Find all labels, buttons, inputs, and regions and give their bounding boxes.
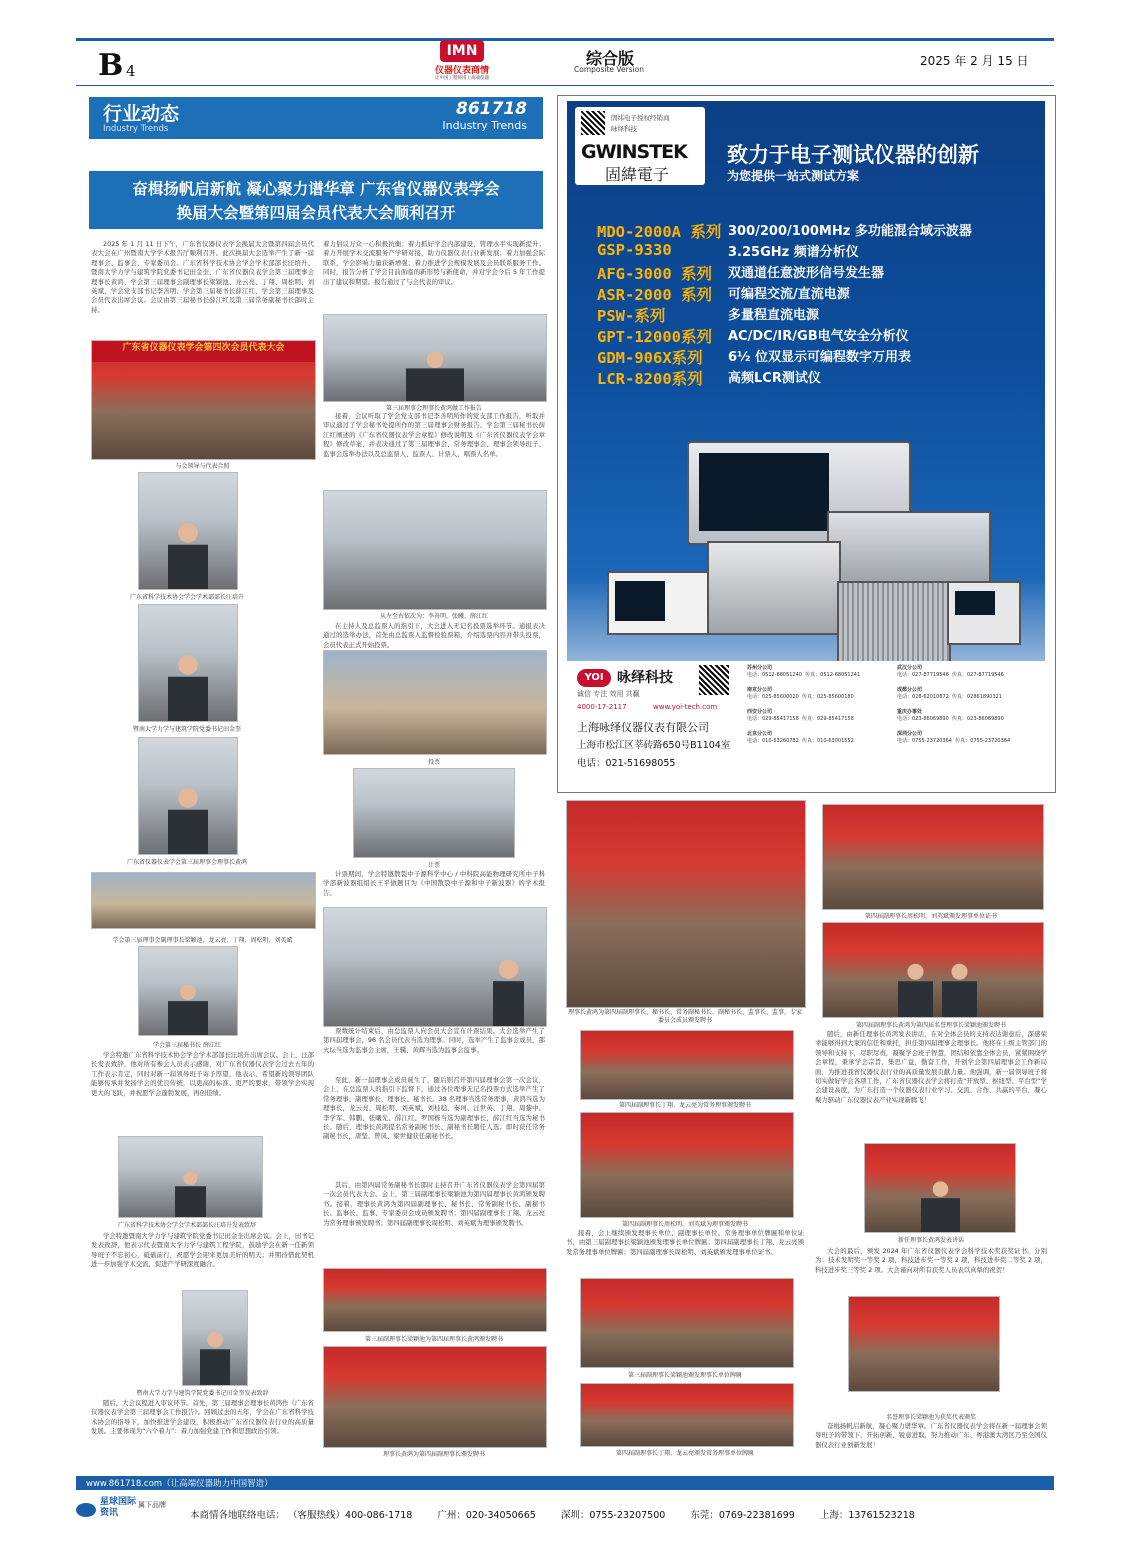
column-header-bar (89, 97, 543, 139)
caption-work-report: 第三届理事会理事长黄鸿做工作报告 (385, 405, 482, 412)
product-desc: 可编程交流/直流电源 (728, 287, 850, 302)
photo-unit-plaque (580, 1278, 794, 1368)
product-row (597, 241, 1037, 262)
branch-fax: 传真：02861890321 (952, 694, 1002, 700)
dealer-values: 诚信 专注 效用 共赢 (577, 690, 640, 698)
photo-standing-council-1 (580, 1030, 794, 1100)
photo-officer-certificates (566, 800, 806, 1008)
branch-entry (747, 731, 854, 745)
article-paragraph-3: 接着，会议听取了学会党支部书记李善明所作的党支部工作报告，听取并审议通过了学会秘书处提所作的第三届理事会财务报告、学会第三届秘书长薛江红阐述的《广东省仪器仪表学会章程》修改说明及《广东省仪器仪表学会章程》修改草案，并表决通过了第三届理事会、常务理事会、理事会领导班子、监事会选举办法以及总监票人、监票人、计票人、唱票人名单。 (323, 412, 545, 458)
branch-fax: 传真：025-85600180 (802, 694, 854, 700)
caption-officer-certificates: 理事长黄鸿为第四届副理事长、秘书长、常务副秘书长、副秘书长、监事长、监事、专家委员会成员颁发聘书 (567, 1009, 802, 1024)
branch-name: 苏州分公司 (747, 665, 773, 671)
instrument-illustration (597, 431, 1007, 681)
branch-entry (897, 687, 1002, 701)
caption-standing-unit-plaque: 第四届副理事长丁翔、龙云亮颁发常务理事单位牌匾 (615, 1450, 754, 1457)
section-subtitle: Composite Version (574, 65, 644, 74)
branch-name: 武汉分公司 (897, 665, 923, 671)
dealer-logo: YOI (577, 669, 611, 687)
photo-council-members (580, 1112, 794, 1218)
product-model: MDO-2000A 系列 (597, 223, 722, 241)
ad-panel (567, 101, 1045, 781)
branch-name: 西安分公司 (747, 709, 773, 715)
masthead-logo (420, 40, 504, 86)
photo-appointment-2 (323, 1346, 547, 1448)
dealer-company: 上海咏绎仪器仪表有限公司 (577, 721, 709, 734)
product-row (597, 346, 1037, 367)
photo-standing-unit-plaque (580, 1383, 794, 1447)
ad-slogan: 致力于电子测试仪器的创新 (727, 143, 979, 167)
caption-honorary-chair: 第四届副理事长黄鸿为第四届名誉理事长梁颖池颁发聘书 (855, 1022, 1006, 1029)
branch-fax: 传真：010-63001552 (802, 738, 854, 744)
product-model: GSP-9330 (597, 241, 672, 259)
photo-honorary-appointment (822, 804, 1044, 910)
caption-voting: 投票 (427, 759, 440, 766)
article-paragraph-14: 大会的最后，颁发 2024 年广东省仪器仪表学会科学技术奖获奖证书。分别为：技术发明奖一等奖 2 项，科技进步奖一等奖 2 项，科技进步奖二等奖 2 项，科技进步奖三等奖 2 项。大会谨向对所有获奖人员表以真挚的祝贺！ (815, 1247, 1047, 1274)
qr-note-2: 咏绎科技 (611, 125, 637, 133)
photo-vice-presidents (91, 872, 316, 929)
product-row (597, 262, 1037, 283)
branch-fax: 传真：0755-23720364 (955, 738, 1011, 744)
product-model: ASR-2000 系列 (597, 286, 712, 304)
header-rule-top (76, 38, 1054, 41)
multimeter-icon (607, 571, 711, 635)
branch-tel: 电话：010-63260782 (747, 738, 799, 744)
branch-name: 成都分公司 (897, 687, 923, 693)
footer-brand-tag: 属下品牌 (138, 1501, 166, 1509)
photo-counting (353, 768, 515, 858)
article-paragraph-4: 在主持人及总监票人的指引下，大会进入无记名投票选举环节。通报表决通过的选举办法，首先由总监票人监督检验票箱，介绍选票内容并带头投票，会员代表正式开始投票。 (323, 622, 545, 649)
branch-name: 深圳分公司 (897, 731, 923, 737)
brand-tagline: Industry Trends (442, 119, 527, 132)
branch-fax: 传真：029-85417158 (802, 716, 854, 722)
brand-number: 861718 (456, 99, 527, 119)
headline-box (89, 171, 543, 229)
dealer-hotline: 4000-17-2117 (577, 703, 627, 711)
caption-appointment-1: 第三届副理事长梁颖池为第四届理事长黄鸿颁发聘书 (364, 1336, 503, 1343)
branch-entry (747, 687, 854, 701)
dealer-address: 上海市松江区莘砖路650号B1104室 (577, 740, 731, 751)
article-paragraph-13: 随后，由新任理事长黄鸿发表讲话，在对全体会员的支持表达谢意后，深感荣幸能够得到大家的信任和重托，担任第四届理事会理事长。他将在上级主管部门的领导和支持下，尽职尽责，凝聚学会班子智慧，团结和依靠全体会员，紧紧围绕学会章程，秉承学会宗旨，集思广益，勤奋工作，开创学会第四届理事会工作新局面，为推进我省仪器仪表行业的高质量发展贡献力量。他强调，新一届领导班子将切实做好学会各项工作，广东省仪器仪表学会将打造“开放型、枢纽型、平台型”学会建设高度，为广东打造一个仪器仪表行业学习、交流、合作、共赢的平台，凝心聚力驱动广东仪器仪表产业实现新腾飞！ (815, 1030, 1047, 1104)
product-row (597, 304, 1037, 325)
caption-wang-speech: 广东省科学技术协会学会学术部部长汪培升发表致辞 (117, 1222, 256, 1229)
ad-brand-box (575, 107, 705, 185)
branch-name: 北京分公司 (747, 731, 773, 737)
branch-entry (897, 709, 1004, 723)
header-rule-bottom (76, 85, 1054, 86)
caption-group-photo: 与会领导与代表合照 (175, 463, 230, 470)
article-paragraph-6: 票数统计结束后，由总监票人向会员大会宣布计票结果。大会选举产生了第四届理事会，96 名会员代表当选为理事。同时，选举产生了监事会成员，邵火坛当选为监事会主席，王骥、黄辉当选为监事会监事。 (323, 1027, 545, 1054)
article-paragraph-10: 学会特邀暨南大学力学与建筑学院党委书记田金奎出席会议。会上，田书记发表致辞，他表示代表暨南大学力学与建筑工程学院，鼓励学会在新一任新领导班子不忘初心，砥砺前行，祝愿学会迎来更加美好的明天；并期待借此契机进一步加强学术交流，促进产学研深度融合。 (91, 1232, 314, 1269)
contact-shenzhen: 深圳：0755-23207500 (560, 1510, 666, 1521)
caption-huang: 广东省仪器仪表学会第三届理事会理事长黄鸿 (126, 859, 247, 866)
branch-fax: 传真：023-86069890 (952, 716, 1004, 722)
product-desc: 高频LCR测试仪 (728, 371, 821, 386)
product-row (597, 220, 1037, 241)
product-model: GDM-906X系列 (597, 349, 703, 367)
footer-brand-name: 星球国际资讯 (100, 1497, 137, 1518)
branch-tel: 电话：028-62010872 (897, 694, 949, 700)
ad-frame (557, 95, 1056, 793)
branch-tel: 电话：025-85600020 (747, 694, 799, 700)
branch-name: 重庆办事处 (897, 709, 923, 715)
product-row (597, 367, 1037, 388)
photo-award-winners (848, 1296, 1000, 1392)
caption-unit-plaque: 第三届副理事长梁颖池颁发理事长单位牌匾 (627, 1372, 742, 1379)
article-paragraph-8: 其后，由第四届常务副秘书长邵时主持召开广东省仪器仪表学会第四届第一次会员代表大会。会上，第三届副理事长梁颖池为第四届理事长黄鸿颁发聘书。接着，理事长黄鸿为第四届副理事长、秘书长、常务副秘书长、副秘书长、监事长、监事、专家委员会成员颁发聘书；第四届副理事长丁翔、龙云亮为常务理事颁发聘书；第四届副理事长周松明、刘英斌为理事颁发聘书。 (323, 1181, 545, 1227)
product-model: LCR-8200系列 (597, 370, 703, 388)
branch-fax: 传真：0512-68051241 (805, 672, 861, 678)
headline-line2: 换届大会暨第四届会员代表大会顺利召开 (176, 204, 456, 222)
article-paragraph-15: 奋楫扬帆启新航，凝心聚力谱华章。广东省仪器仪表学会将在新一届理事会领导班子的带领下，开拓创新，锐意进取，努力推动广东、粤港澳大湾区乃至全国仪器仪表行业创新发展！ (815, 1422, 1047, 1449)
dealer-qr-icon (699, 665, 729, 695)
branch-tel: 电话：027-87719546 (897, 672, 949, 678)
product-row (597, 325, 1037, 346)
photo-banner: 广东省仪器仪表学会第四次会员代表大会 (92, 341, 315, 362)
logo-subtitle: 仪器仪表商情 (434, 66, 489, 76)
branch-entry (747, 709, 854, 723)
qr-note-1: 固纬电子授权经销商 (611, 114, 670, 122)
product-desc: 双通道任意波形信号发生器 (728, 266, 885, 281)
dealer-name: 咏绎科技 (617, 670, 673, 686)
photo-honorary-chair (822, 922, 1044, 1018)
branch-tel: 电话：0755-23720364 (897, 738, 952, 744)
group-photo (91, 340, 316, 460)
gwinstek-logo: GWINSTEK (581, 141, 687, 163)
footer-contacts (190, 1507, 915, 1521)
product-model: GPT-12000系列 (597, 328, 712, 346)
dealer-phone: 电话：021-51698055 (577, 758, 676, 769)
photo-appointment-1 (323, 1268, 547, 1332)
footer-bar (76, 1476, 1054, 1490)
article-paragraph-1: 2025 年 1 月 11 日下午，广东省仪器仪表学会换届大会暨第四届会员代表大会在广州暨南大学学术报告厅顺利召开。此次换届大会选举产生了新一届理事会、监事会、专家委员会。广东省科学技术协会学会学术部部长汪培升、暨南大学力学与建筑学院党委书记田金奎、广东省仪器仪表学会第三届理事会理事长黄鸿、学会第三届理事会副理事长梁颖池、龙云亮、丁翔、周松明、刘英斌，学会党支部书记李善明、学会第三届秘书长薛江红、学会第三届理事及会员代表出席会议。会议由第三届秘书长薛江红及第三届常务副秘书长邵时主持。 (91, 240, 314, 314)
contact-guangzhou: 广州：020-34050665 (437, 1510, 536, 1521)
caption-standing-council-1: 第四届副理事长丁翔、龙云亮为常务理事颁发聘书 (618, 1102, 751, 1109)
signal-generator-icon (707, 541, 841, 635)
caption-award-winners: 名誉理事长梁颖池为获奖代表颁奖 (885, 1414, 976, 1421)
power-supply-icon (827, 511, 991, 585)
portrait-xue (138, 946, 238, 1036)
dealer-website: www.yoi-tech.com (653, 703, 718, 711)
caption-vice-presidents: 学会第三届理事会副理事长梁颖池、龙云亮、丁翔、周松明、刘英斌 (112, 937, 293, 944)
lcr-meter-icon (947, 581, 1021, 645)
photo-tian-speech (182, 1290, 248, 1386)
section-title: 综合版 (586, 49, 635, 68)
caption-three-reporters: 从左至右依次为：李善明、张曦、薛江红 (379, 613, 488, 620)
contacts-label: 本商情各地联络电话： (190, 1510, 286, 1521)
caption-unit-cert: 第四届副理事长周松明、刘英斌颁发理事单位证书 (864, 913, 997, 920)
page-number: 4 (126, 62, 136, 80)
photo-lecture (323, 907, 547, 1027)
article-paragraph-7: 至此，新一届理事会成员诞生了，随后则召开第四届理事会第一次会议，会上，在总监票人的指引下监督下，通过各位理事无记名投票方式选举产生了常务理事、副理事长、理事长、秘书长。38 名理事当选常务理事，黄鸿当选为理事长，龙云亮、周松明、刘英斌、刘桂稳、秦珂、汪世英、丁翔、周黎中、李学军、韩鹏、张曦光、薛江红、罗国栋当选为副理事长，薛江红当选为秘书长。随后，理事长黄鸿提名常务副秘书长、副秘书长聘任人选；即时获任常务副秘书长，唐坚、曾凤、梁世健获任副秘书长。 (323, 1076, 545, 1141)
caption-xue: 学会第三届秘书长 薛江红 (153, 1042, 221, 1049)
article-paragraph-11: 随后，大会议程进入审议环节。首先，第三届理事会理事长黄鸿作《广东省仪器仪表学会第三届理事会工作报告》。回顾过去的五年，学会在广东省科学技术协会的指导下，加快推进学会建设，积极推动广东省仪器仪表行业的高质量发展。主要体现为“六个着力”：着力加强党建工作和思想政治引领； (91, 1399, 314, 1436)
product-desc: 300/200/100MHz 多功能混合域示波器 (728, 224, 972, 239)
logo-slogan: 让中国工程师用上高端仪器 (435, 76, 489, 81)
portrait-wang (138, 472, 238, 590)
branch-entry (747, 665, 860, 679)
product-row (597, 283, 1037, 304)
caption-tian: 暨南大学力学与建筑学院党委书记田金奎 (132, 726, 241, 733)
branch-fax: 传真：027-87719546 (952, 672, 1004, 678)
page-letter: B (98, 48, 124, 83)
issue-date: 2025 年 2 月 15 日 (920, 54, 1029, 68)
branch-tel: 电话：0512-68051240 (747, 672, 802, 678)
branch-tel: 电话：029-85417158 (747, 716, 799, 722)
photo-three-reporters (323, 490, 547, 610)
caption-council-members: 第四届副理事长周松明、刘英斌为理事颁发聘书 (621, 1221, 748, 1228)
ad-sub-slogan: 为您提供一站式测试方案 (727, 169, 860, 183)
logo-mark: IMN (440, 40, 484, 62)
product-list (597, 220, 1037, 388)
footer-brand-logo (76, 1497, 136, 1525)
product-model: AFG-3000 系列 (597, 265, 712, 283)
headline-line1: 奋楫扬帆启新航 凝心聚力谱华章 广东省仪器仪表学会 (132, 180, 500, 198)
branch-name: 南京分公司 (747, 687, 773, 693)
footer-url[interactable]: www.861718.com（让高端仪器助力中国智造） (86, 1479, 273, 1489)
gwinstek-cn: 固緯電子 (605, 165, 670, 184)
portrait-tian (138, 604, 238, 722)
caption-counting: 计票 (427, 862, 440, 869)
product-desc: 多量程直流电源 (728, 308, 820, 323)
caption-appointment-2: 理事长黄鸿为第四届副理事长颁发聘书 (382, 1451, 485, 1458)
qr-code-icon (581, 111, 605, 135)
column-title: 行业动态 (103, 103, 180, 125)
article-paragraph-5: 计票期间，学会特邀散裂中子源科学中心 / 中科院高能物理研究所中子科学部新波器组组长王平做题目为《中国散裂中子源和中子新波器》的学术报告。 (323, 870, 545, 897)
caption-new-president-speech: 新任理事长黄鸿发表讲话 (897, 1237, 964, 1244)
portrait-huang (138, 737, 238, 855)
caption-wang: 广东省科学技术协会学会学术部部长汪培升 (129, 594, 244, 601)
photo-voting (323, 650, 547, 755)
photo-work-report (323, 314, 547, 402)
branch-entry (897, 665, 1004, 679)
photo-new-president-speech (864, 1143, 1016, 1233)
photo-wang-speech (118, 1136, 263, 1218)
product-desc: AC/DC/IR/GB电气安全分析仪 (728, 329, 909, 344)
column-title-en: Industry Trends (103, 124, 169, 134)
article-paragraph-12: 接着，会上继续颁发理事长单位、副理事长单位、常务理事单位牌匾和单位证书，由第三届副理事长梁颖池颁发理事长单位牌匾；第四届副理事长丁翔、龙云亮颁发常务理事单位牌匾；第四届副理事长周松明、刘英斌颁发理事单位证书。 (566, 1229, 804, 1256)
product-model: PSW-系列 (597, 307, 666, 325)
contact-shanghai: 上海：13761523218 (819, 1510, 915, 1521)
product-desc: 6½ 位双显示可编程数字万用表 (728, 350, 912, 365)
article-paragraph-9: 学会特邀广东省科学技术协会学会学术部部长汪培升出席会议。会上，汪部长发表致辞，他对所有参会人员表示感谢，对广东省仪器仪表学会过去五年的工作表示肯定，同时对新一届领导班子寄予厚望，他表示，希望新的领导团队能够传承并发扬学会的优良传统，以更高的标准、更严的要求，带领学会实现更大的飞跃，并祝愿学会蓬勃发展，再创佳绩。 (91, 1051, 314, 1097)
branch-tel: 电话：023-86069890 (897, 716, 949, 722)
contact-hotline: （客服热线）400-086-1718 (288, 1510, 413, 1521)
globe-icon (76, 1503, 96, 1517)
article-paragraph-2: 着力倡议万众一心积极抗衡；着力抓好学会内部建设，管理水平实现新提升；着力开展学术交流服务产学研对接，助力仪器仪表行业新发展；着力加强会际联系，学会影响力量获新增强；着力推进学会规模发展及会员联系服务工作。同时，报告分析了学会目前面临的新形势与新使命，并对学会今后 5 年工作提出了建议和期望。报告通过了与会代表的审议。 (323, 240, 545, 286)
product-desc: 3.25GHz 频谱分析仪 (728, 245, 859, 260)
contact-dongguan: 东莞：0769-22381699 (690, 1510, 795, 1521)
caption-tian-speech: 暨南大学力学与建筑学院党委书记田金奎发表致辞 (136, 1390, 269, 1397)
branch-entry (897, 731, 1010, 745)
dealer-section (567, 661, 1045, 781)
